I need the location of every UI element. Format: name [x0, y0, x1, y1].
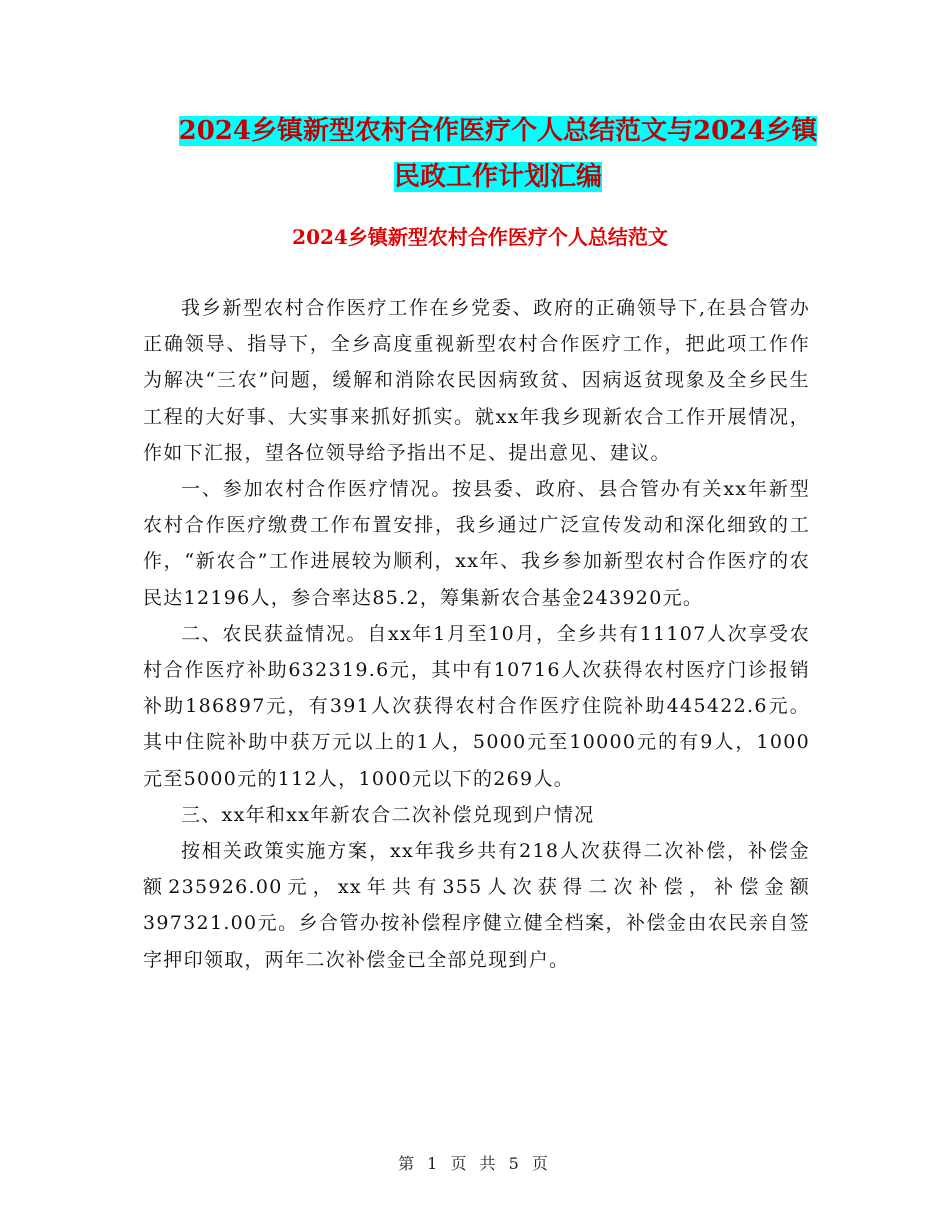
paragraph-section-3-body: 按相关政策实施方案，xx年我乡共有218人次获得二次补偿，补偿金额235926.00元，xx年共有355人次获得二次补偿，补偿金额397321.00元。乡合管办按补偿程序健立健全档案，补偿金由农民亲自签字押印领取，两年二次补偿金已全部兑现到户。 — [143, 840, 810, 971]
paragraph-section-1: 一、参加农村合作医疗情况。按县委、政府、县合管办有关xx年新型农村合作医疗缴费工作布置安排，我乡通过广泛宣传发动和深化细致的工作，“新农合”工作进展较为顺利，xx年、我乡参加新型农村合作医疗的农民达12196人，参合率达85.2，筹集新农合基金243920元。 — [143, 478, 810, 609]
section-title: 2024乡镇新型农村合作医疗个人总结范文 — [292, 225, 668, 249]
paragraph-section-3-heading: 三、xx年和xx年新农合二次补偿兑现到户情况 — [181, 803, 595, 826]
page-footer: 第 1 页 共 5 页 — [398, 1154, 552, 1173]
document-title-line-1: 2024乡镇新型农村合作医疗个人总结范文与2024乡镇 — [178, 116, 818, 146]
document-title-line-2: 民政工作计划汇编 — [393, 162, 602, 192]
document-body — [143, 290, 810, 978]
paragraph-intro: 我乡新型农村合作医疗工作在乡党委、政府的正确领导下,在县合管办正确领导、指导下，全乡高度重视新型农村合作医疗工作，把此项工作作为解决“三农”问题，缓解和消除农民因病致贫、因病返贫现象及全乡民生工程的大好事、大实事来抓好抓实。就xx年我乡现新农合工作开展情况，作如下汇报，望各位领导给予指出不足、提出意见、建议。 — [143, 297, 810, 464]
document-title — [140, 108, 856, 200]
paragraph-section-2: 二、农民获益情况。自xx年1月至10月，全乡共有11107人次享受农村合作医疗补助632319.6元，其中有10716人次获得农村医疗门诊报销补助186897元，有391人次获得农村合作医疗住院补助445422.6元。其中住院补助中获万元以上的1人，5000元至10000元的有9人，1000元至5000元的112人，1000元以下的269人。 — [143, 622, 810, 790]
